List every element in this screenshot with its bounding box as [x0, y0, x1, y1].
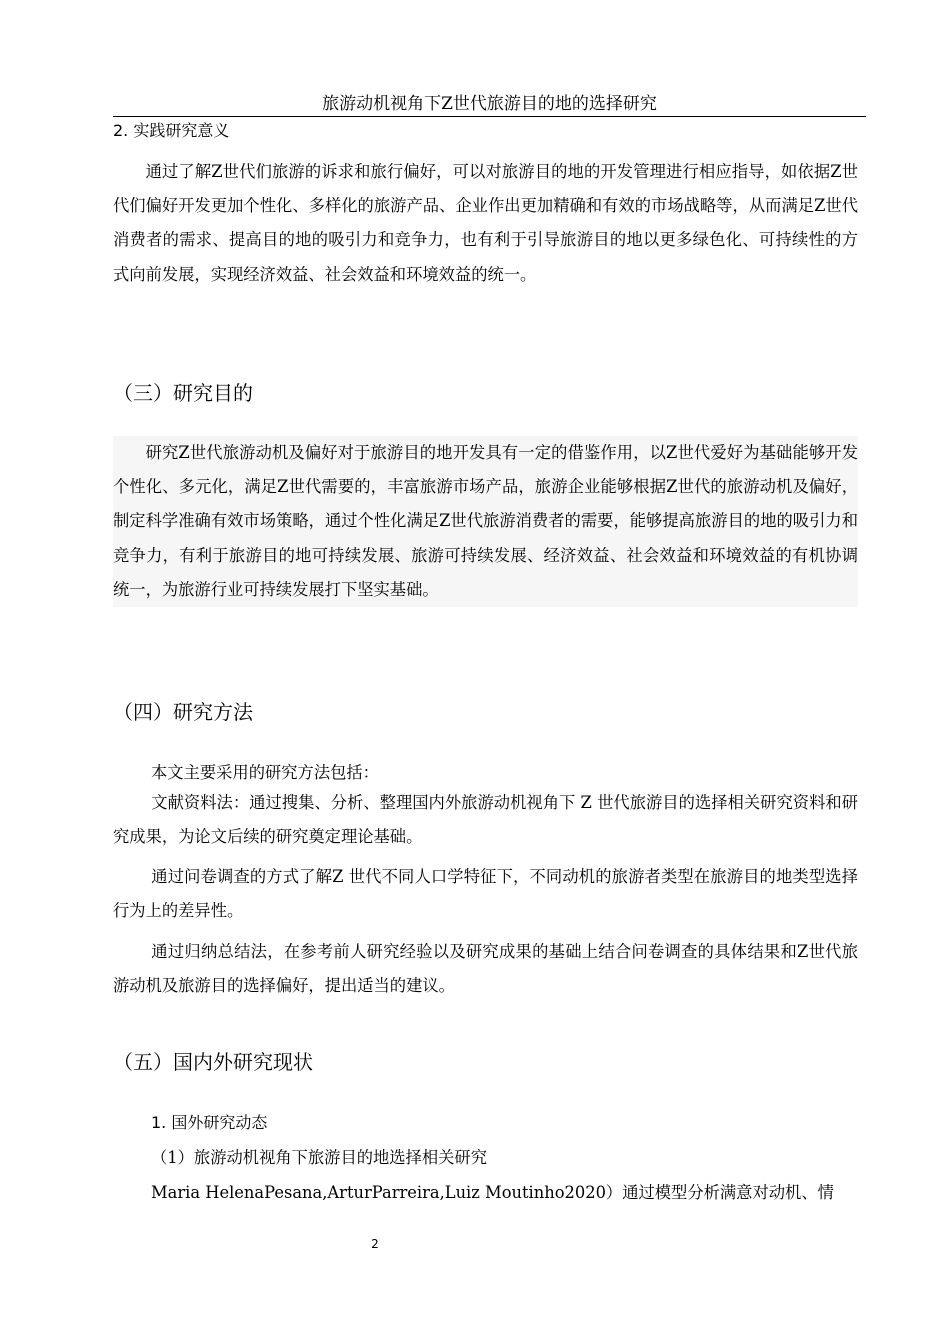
method-intro: 本文主要采用的研究方法包括：	[151, 763, 379, 782]
method-survey: 通过问卷调查的方式了解Z 世代不同人口学特征下，不同动机的旅游者类型在旅游目的地类型选择行为上的差异性。	[113, 867, 858, 921]
research-status-heading: （五）国内外研究现状	[113, 1050, 313, 1074]
research-purpose-paragraph: 研究Z世代旅游动机及偏好对于旅游目的地开发具有一定的借鉴作用，以Z世代爱好为基础能够开发个性化、多元化，满足Z世代需要的，丰富旅游市场产品，旅游企业能够根据Z世代的旅游动机及偏好，制定科学准确有效市场策略，通过个性化满足Z世代旅游消费者的需要，能够提高旅游目的地的吸引力和竞争力，有利于旅游目的地可持续发展、旅游可持续发展、经济效益、社会效益和环境效益的有机协调统一，为旅游行业可持续发展打下坚实基础。	[113, 436, 858, 607]
practice-significance-paragraph: 通过了解Z世代们旅游的诉求和旅行偏好，可以对旅游目的地的开发管理进行相应指导，如依据Z世代们偏好开发更加个性化、多样化的旅游产品、企业作出更加精确和有效的市场战略等，从而满足Z世代消费者的需求、提高目的地的吸引力和竞争力，也有利于引导旅游目的地以更多绿色化、可持续性的方式向前发展，实现经济效益、社会效益和环境效益的统一。	[113, 162, 858, 284]
running-header-title: 旅游动机视角下Z世代旅游目的地的选择研究	[322, 94, 657, 114]
research-purpose-heading: （三）研究目的	[113, 381, 253, 405]
practice-significance-heading: 2. 实践研究意义	[113, 121, 230, 140]
running-header	[113, 92, 866, 117]
research-method-heading: （四）研究方法	[113, 700, 253, 724]
status-item-1-title: （1）旅游动机视角下旅游目的地选择相关研究	[151, 1148, 487, 1167]
method-literature: 文献资料法：通过搜集、分析、整理国内外旅游动机视角下 Z 世代旅游目的选择相关研究资料和研究成果，为论文后续的研究奠定理论基础。	[113, 793, 858, 847]
page-number: 2	[371, 1237, 379, 1251]
foreign-research-heading: 1. 国外研究动态	[151, 1113, 268, 1132]
status-item-1-text: Maria HelenaPesana,ArturParreira,Luiz Moutinho2020）通过模型分析满意对动机、情	[151, 1183, 834, 1202]
method-induction: 通过归纳总结法，在参考前人研究经验以及研究成果的基础上结合问卷调查的具体结果和Z世代旅游动机及旅游目的选择偏好，提出适当的建议。	[113, 942, 858, 996]
